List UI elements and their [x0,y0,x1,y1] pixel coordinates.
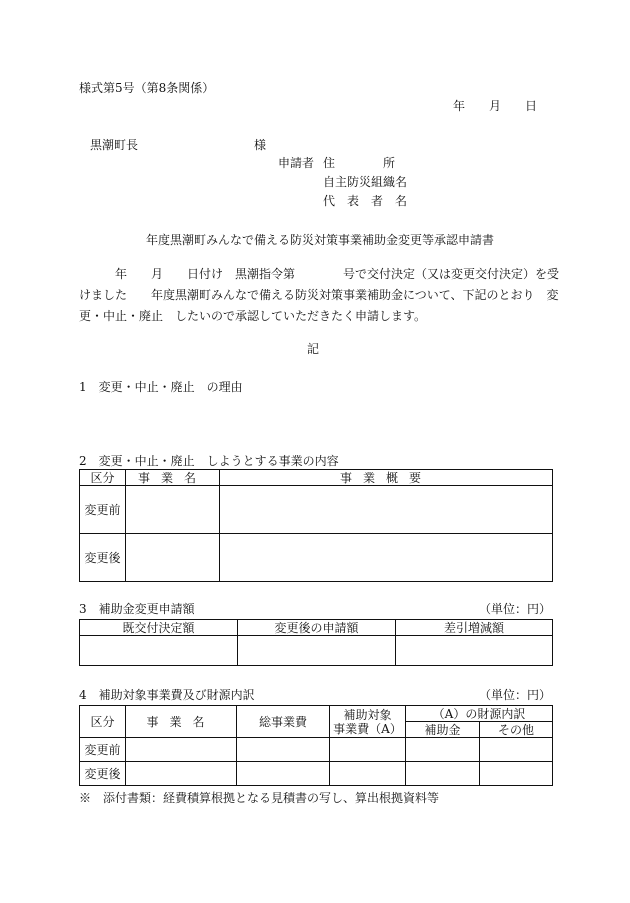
s4-cell[interactable] [237,738,330,762]
s4-cell[interactable] [126,762,237,786]
s4-header-name: 事業名 [126,706,237,738]
applicant-address-label: 住 所 [323,156,396,170]
section4-table [79,705,553,786]
s4-header-eligible-line2: 事業費（A） [333,721,402,736]
s3-header-new: 変更後の申請額 [238,620,396,636]
section4-unit: （単位：円） [479,688,552,702]
s4-header-other: その他 [480,722,553,738]
section2-table [79,469,553,582]
s2-cell[interactable] [220,486,553,534]
s4-cell[interactable] [330,762,406,786]
document-title: 年度黒潮町みんなで備える防災対策事業補助金変更等承認申請書 [146,233,495,247]
section3-title: 3 補助金変更申請額 [79,602,195,616]
section3-table [79,619,553,666]
s2-header-summary: 事業概要 [220,470,553,486]
s4-header-breakdown: （A）の財源内訳 [406,706,553,722]
s3-header-prior: 既交付決定額 [80,620,238,636]
s2-header-category: 区分 [80,470,126,486]
attachment-note: ※ 添付書類：経費積算根拠となる見積書の写し、算出根拠資料等 [79,791,440,805]
s4-cell[interactable] [330,738,406,762]
s2-header-name: 事業名 [126,470,220,486]
s4-cell[interactable] [480,738,553,762]
section2-title: 2 変更・中止・廃止 しようとする事業の内容 [79,454,339,468]
body-line-3: 更・中止・廃止 したいので承認していただきたく申請します。 [79,309,427,323]
addressee-honorific: 様 [254,138,267,152]
ki-marker: 記 [307,342,320,356]
s4-cell[interactable] [126,738,237,762]
form-id: 様式第5号（第8条関係） [79,81,215,95]
s4-cell[interactable] [406,738,480,762]
section4-title: 4 補助対象事業費及び財源内訳 [79,688,255,702]
section3-unit: （単位：円） [479,602,552,616]
s4-header-eligible [330,706,406,738]
s2-cell[interactable] [126,534,220,582]
section1-title: 1 変更・中止・廃止 の理由 [79,380,243,394]
addressee-name: 黒潮町長 [90,138,139,152]
s3-cell[interactable] [80,636,238,666]
s4-header-total: 総事業費 [237,706,330,738]
s4-cell[interactable] [406,762,480,786]
body-line-1: 年 月 日付け 黒潮指令第 号で交付決定（又は変更交付決定）を受 [79,267,560,281]
s4-row-after: 変更後 [80,762,126,786]
s2-cell[interactable] [126,486,220,534]
s4-cell[interactable] [237,762,330,786]
s2-row-after: 変更後 [80,534,126,582]
s3-cell[interactable] [396,636,553,666]
s3-cell[interactable] [238,636,396,666]
s4-row-before: 変更前 [80,738,126,762]
s4-cell[interactable] [480,762,553,786]
body-line-2: けました 年度黒潮町みんなで備える防災対策事業補助金について、下記のとおり 変 [79,288,559,302]
applicant-label: 申請者 [278,156,315,170]
s4-header-category: 区分 [80,706,126,738]
date-line: 年 月 日 [453,99,538,113]
applicant-org-label: 自主防災組織名 [323,175,408,189]
s4-header-eligible-line1: 補助対象 [343,707,392,722]
s4-header-subsidy: 補助金 [406,722,480,738]
applicant-rep-label: 代 表 者 名 [323,194,408,208]
s2-cell[interactable] [220,534,553,582]
s3-header-diff: 差引増減額 [396,620,553,636]
s2-row-before: 変更前 [80,486,126,534]
